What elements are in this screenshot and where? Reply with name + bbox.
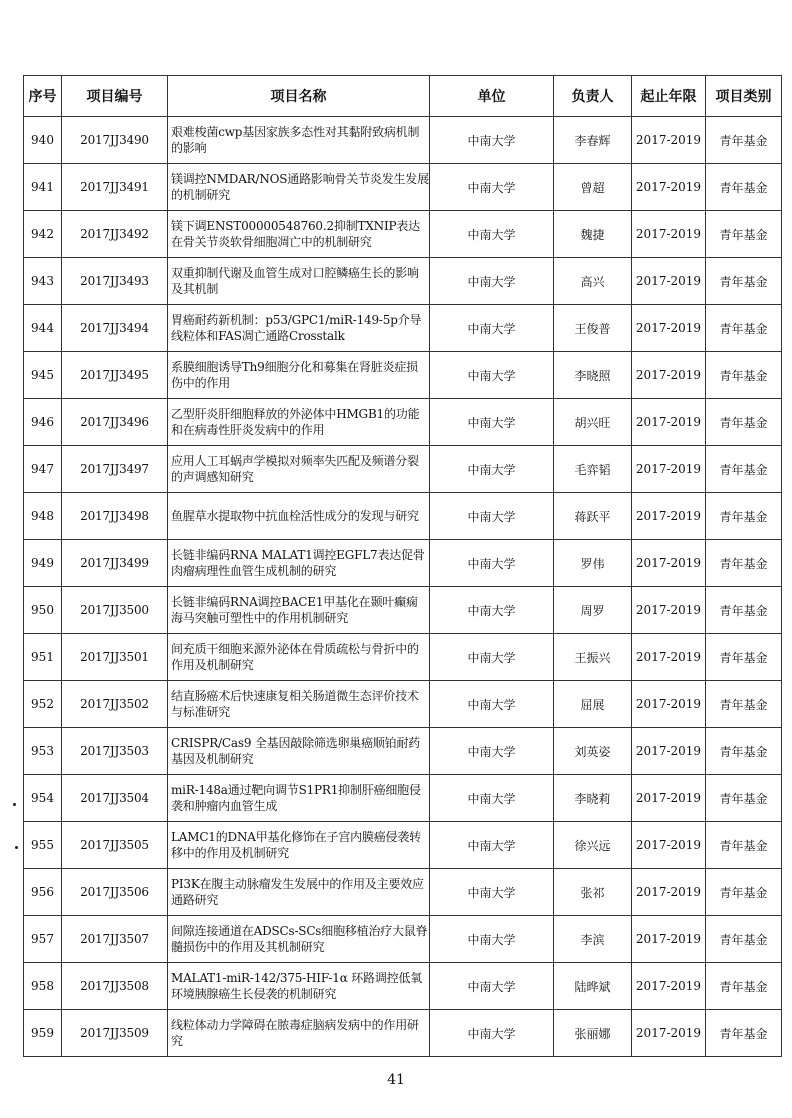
cell-leader: 李春辉 (554, 117, 632, 164)
cell-years: 2017-2019 (632, 728, 706, 775)
table-row (24, 258, 782, 305)
cell-unit: 中南大学 (430, 540, 554, 587)
cell-code: 2017JJ3492 (62, 211, 168, 258)
cell-years: 2017-2019 (632, 963, 706, 1010)
cell-leader: 蒋跃平 (554, 493, 632, 540)
cell-leader: 罗伟 (554, 540, 632, 587)
cell-unit: 中南大学 (430, 446, 554, 493)
cell-unit: 中南大学 (430, 587, 554, 634)
cell-unit: 中南大学 (430, 493, 554, 540)
cell-name: 长链非编码RNA MALAT1调控EGFL7表达促骨肉瘤病理性血管生成机制的研究 (168, 540, 430, 587)
table-row (24, 634, 782, 681)
cell-unit: 中南大学 (430, 211, 554, 258)
table-row (24, 164, 782, 211)
header-leader: 负责人 (554, 76, 632, 117)
cell-code: 2017JJ3507 (62, 916, 168, 963)
table-row (24, 681, 782, 728)
cell-unit: 中南大学 (430, 634, 554, 681)
header-no: 序号 (24, 76, 62, 117)
cell-category: 青年基金 (706, 446, 782, 493)
cell-years: 2017-2019 (632, 540, 706, 587)
cell-no: 948 (24, 493, 62, 540)
cell-category: 青年基金 (706, 963, 782, 1010)
page-number: 41 (387, 1072, 405, 1088)
header-category: 项目类别 (706, 76, 782, 117)
cell-name: 系膜细胞诱导Th9细胞分化和募集在肾脏炎症损伤中的作用 (168, 352, 430, 399)
cell-no: 942 (24, 211, 62, 258)
cell-name: 结直肠癌术后快速康复相关肠道微生态评价技术与标准研究 (168, 681, 430, 728)
cell-years: 2017-2019 (632, 587, 706, 634)
cell-name: PI3K在腹主动脉瘤发生发展中的作用及主要效应通路研究 (168, 869, 430, 916)
cell-no: 945 (24, 352, 62, 399)
cell-name: 胃癌耐药新机制：p53/GPC1/miR-149-5p介导线粒体和FAS凋亡通路Crosstalk (168, 305, 430, 352)
cell-code: 2017JJ3503 (62, 728, 168, 775)
table-row (24, 305, 782, 352)
cell-category: 青年基金 (706, 117, 782, 164)
cell-code: 2017JJ3490 (62, 117, 168, 164)
cell-code: 2017JJ3501 (62, 634, 168, 681)
cell-leader: 李滨 (554, 916, 632, 963)
cell-unit: 中南大学 (430, 1010, 554, 1057)
cell-code: 2017JJ3494 (62, 305, 168, 352)
cell-no: 959 (24, 1010, 62, 1057)
cell-years: 2017-2019 (632, 117, 706, 164)
cell-name: MALAT1-miR-142/375-HIF-1α 环路调控低氧环境胰腺癌生长侵袭的机制研究 (168, 963, 430, 1010)
cell-leader: 李晓莉 (554, 775, 632, 822)
cell-unit: 中南大学 (430, 681, 554, 728)
table-row (24, 822, 782, 869)
cell-unit: 中南大学 (430, 352, 554, 399)
cell-category: 青年基金 (706, 164, 782, 211)
cell-no: 953 (24, 728, 62, 775)
cell-unit: 中南大学 (430, 775, 554, 822)
cell-name: LAMC1的DNA甲基化修饰在子宫内膜癌侵袭转移中的作用及机制研究 (168, 822, 430, 869)
header-name: 项目名称 (168, 76, 430, 117)
cell-category: 青年基金 (706, 493, 782, 540)
cell-code: 2017JJ3498 (62, 493, 168, 540)
cell-years: 2017-2019 (632, 258, 706, 305)
cell-leader: 魏捷 (554, 211, 632, 258)
cell-name: 鱼腥草水提取物中抗血栓活性成分的发现与研究 (168, 493, 430, 540)
table-row (24, 1010, 782, 1057)
cell-category: 青年基金 (706, 587, 782, 634)
cell-category: 青年基金 (706, 916, 782, 963)
margin-mark (13, 803, 16, 806)
cell-code: 2017JJ3495 (62, 352, 168, 399)
cell-unit: 中南大学 (430, 728, 554, 775)
cell-name: 镁调控NMDAR/NOS通路影响骨关节炎发生发展的机制研究 (168, 164, 430, 211)
cell-name: CRISPR/Cas9 全基因敲除筛选卵巢癌顺铂耐药基因及机制研究 (168, 728, 430, 775)
cell-years: 2017-2019 (632, 164, 706, 211)
cell-unit: 中南大学 (430, 916, 554, 963)
cell-no: 950 (24, 587, 62, 634)
cell-category: 青年基金 (706, 258, 782, 305)
cell-no: 954 (24, 775, 62, 822)
cell-no: 956 (24, 869, 62, 916)
cell-code: 2017JJ3499 (62, 540, 168, 587)
table-row (24, 352, 782, 399)
cell-code: 2017JJ3509 (62, 1010, 168, 1057)
cell-code: 2017JJ3504 (62, 775, 168, 822)
cell-years: 2017-2019 (632, 446, 706, 493)
cell-unit: 中南大学 (430, 963, 554, 1010)
cell-category: 青年基金 (706, 305, 782, 352)
table-row (24, 446, 782, 493)
cell-name: 长链非编码RNA调控BACE1甲基化在颞叶癫痫海马突触可塑性中的作用机制研究 (168, 587, 430, 634)
cell-years: 2017-2019 (632, 822, 706, 869)
cell-name: 艰难梭菌cwp基因家族多态性对其黏附致病机制的影响 (168, 117, 430, 164)
cell-code: 2017JJ3497 (62, 446, 168, 493)
cell-leader: 李晓照 (554, 352, 632, 399)
header-years: 起止年限 (632, 76, 706, 117)
cell-name: 乙型肝炎肝细胞释放的外泌体中HMGB1的功能和在病毒性肝炎发病中的作用 (168, 399, 430, 446)
cell-unit: 中南大学 (430, 822, 554, 869)
cell-category: 青年基金 (706, 399, 782, 446)
margin-mark (15, 846, 18, 849)
cell-years: 2017-2019 (632, 775, 706, 822)
header-unit: 单位 (430, 76, 554, 117)
cell-years: 2017-2019 (632, 634, 706, 681)
cell-unit: 中南大学 (430, 869, 554, 916)
cell-category: 青年基金 (706, 352, 782, 399)
cell-category: 青年基金 (706, 869, 782, 916)
table-row (24, 728, 782, 775)
cell-no: 952 (24, 681, 62, 728)
project-table (23, 75, 782, 1057)
cell-code: 2017JJ3508 (62, 963, 168, 1010)
cell-leader: 刘英姿 (554, 728, 632, 775)
table-row (24, 540, 782, 587)
cell-leader: 曾超 (554, 164, 632, 211)
cell-no: 941 (24, 164, 62, 211)
table-row (24, 211, 782, 258)
cell-no: 947 (24, 446, 62, 493)
cell-no: 957 (24, 916, 62, 963)
table-row (24, 916, 782, 963)
cell-leader: 张祁 (554, 869, 632, 916)
table-row (24, 493, 782, 540)
cell-years: 2017-2019 (632, 399, 706, 446)
cell-category: 青年基金 (706, 1010, 782, 1057)
cell-name: 间充质干细胞来源外泌体在骨质疏松与骨折中的作用及机制研究 (168, 634, 430, 681)
cell-years: 2017-2019 (632, 352, 706, 399)
cell-code: 2017JJ3502 (62, 681, 168, 728)
table-row (24, 587, 782, 634)
cell-leader: 陆晔斌 (554, 963, 632, 1010)
cell-code: 2017JJ3496 (62, 399, 168, 446)
header-code: 项目编号 (62, 76, 168, 117)
cell-name: 双重抑制代谢及血管生成对口腔鳞癌生长的影响及其机制 (168, 258, 430, 305)
cell-unit: 中南大学 (430, 164, 554, 211)
cell-leader: 周罗 (554, 587, 632, 634)
cell-name: 间隙连接通道在ADSCs-SCs细胞移植治疗大鼠脊髓损伤中的作用及其机制研究 (168, 916, 430, 963)
cell-leader: 王俊普 (554, 305, 632, 352)
cell-category: 青年基金 (706, 634, 782, 681)
cell-unit: 中南大学 (430, 399, 554, 446)
cell-unit: 中南大学 (430, 117, 554, 164)
cell-years: 2017-2019 (632, 211, 706, 258)
table-row (24, 869, 782, 916)
cell-category: 青年基金 (706, 540, 782, 587)
cell-leader: 王振兴 (554, 634, 632, 681)
header-row (24, 76, 782, 117)
cell-leader: 徐兴远 (554, 822, 632, 869)
cell-code: 2017JJ3500 (62, 587, 168, 634)
cell-unit: 中南大学 (430, 305, 554, 352)
cell-no: 943 (24, 258, 62, 305)
cell-unit: 中南大学 (430, 258, 554, 305)
cell-category: 青年基金 (706, 775, 782, 822)
cell-leader: 屈展 (554, 681, 632, 728)
table-row (24, 963, 782, 1010)
cell-category: 青年基金 (706, 728, 782, 775)
cell-name: 镁下调ENST00000548760.2抑制TXNIP表达在骨关节炎软骨细胞凋亡中的机制研究 (168, 211, 430, 258)
cell-name: 应用人工耳蜗声学模拟对频率失匹配及频谱分裂的声调感知研究 (168, 446, 430, 493)
cell-code: 2017JJ3493 (62, 258, 168, 305)
cell-code: 2017JJ3491 (62, 164, 168, 211)
cell-years: 2017-2019 (632, 493, 706, 540)
cell-leader: 高兴 (554, 258, 632, 305)
cell-name: miR-148a通过靶向调节S1PR1抑制肝癌细胞侵袭和肿瘤内血管生成 (168, 775, 430, 822)
cell-no: 955 (24, 822, 62, 869)
cell-name: 线粒体动力学障碍在脓毒症脑病发病中的作用研究 (168, 1010, 430, 1057)
cell-code: 2017JJ3506 (62, 869, 168, 916)
cell-leader: 胡兴旺 (554, 399, 632, 446)
cell-years: 2017-2019 (632, 305, 706, 352)
cell-no: 951 (24, 634, 62, 681)
table-row (24, 117, 782, 164)
cell-no: 958 (24, 963, 62, 1010)
cell-no: 946 (24, 399, 62, 446)
cell-category: 青年基金 (706, 681, 782, 728)
cell-category: 青年基金 (706, 211, 782, 258)
cell-no: 944 (24, 305, 62, 352)
table-row (24, 399, 782, 446)
cell-code: 2017JJ3505 (62, 822, 168, 869)
cell-category: 青年基金 (706, 822, 782, 869)
cell-years: 2017-2019 (632, 681, 706, 728)
table-row (24, 775, 782, 822)
cell-no: 940 (24, 117, 62, 164)
cell-years: 2017-2019 (632, 869, 706, 916)
cell-years: 2017-2019 (632, 1010, 706, 1057)
cell-years: 2017-2019 (632, 916, 706, 963)
cell-leader: 毛弈韬 (554, 446, 632, 493)
cell-no: 949 (24, 540, 62, 587)
cell-leader: 张丽娜 (554, 1010, 632, 1057)
